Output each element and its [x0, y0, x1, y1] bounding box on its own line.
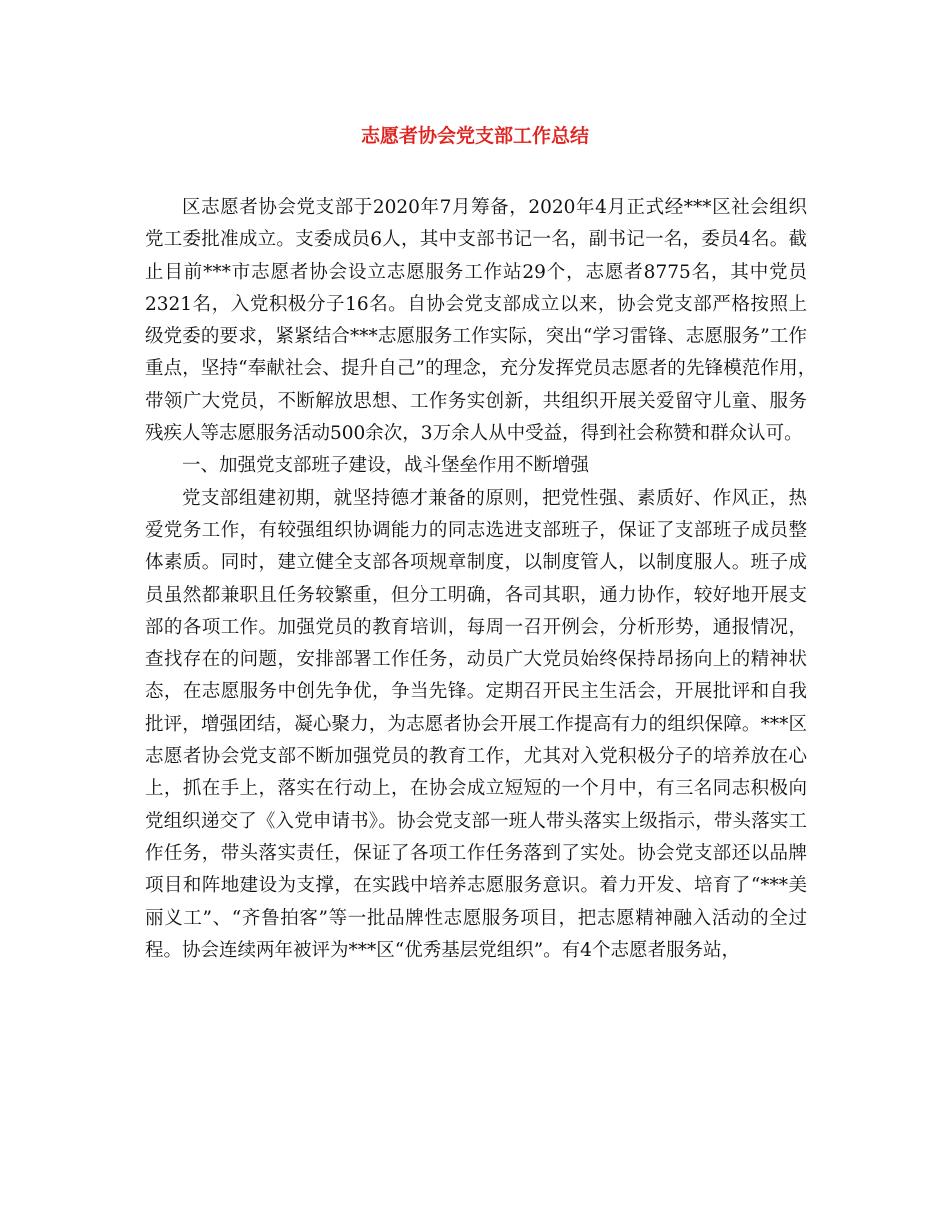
intro-paragraph: 区志愿者协会党支部于2020年7月筹备，2020年4月正式经***区社会组织党工委批准成立。支委成员6人，其中支部书记一名，副书记一名，委员4名。截止目前***市志愿者协会设立志愿服务工作站29个，志愿者8775名，其中党员2321名，入党积极分子16名。自协会党支部成立以来，协会党支部严格按照上级党委的要求，紧紧结合***志愿服务工作实际，突出“学习雷锋、志愿服务”工作重点，坚持“奉献社会、提升自己”的理念，充分发挥党员志愿者的先锋模范作用， 带领广大党员，不断解放思想、工作务实创新，共组织开展关爱留守儿童、服务残疾人等志愿服务活动500余次，3万余人从中受益，得到社会称赞和群众认可。	[145, 197, 826, 445]
section-1-paragraph: 党支部组建初期，就坚持德才兼备的原则，把党性强、素质好、作风正，热爱党务工作，有较强组织协调能力的同志选进支部班子，保证了支部班子成员整体素质。同时，建立健全支部各项规章制度，以制度管人，以制度服人。班子成员虽然都兼职且任务较繁重，但分工明确，各司其职，通力协作，较好地开展支部的各项工作。加强党员的教育培训，每周一召开例会，分析形势，通报情况，查找存在的问题，安排部署工作任务，动员广大党员始终保持昂扬向上的精神状态，在志愿服务中创先争优，争当先锋。定期召开民主生活会，开展批评和自我批评，增强团结，凝心聚力，为志愿者协会开展工作提高有力的组织保障。***区志愿者协会党支部不断加强党员的教育工作，尤其对入党积极分子的培养放在心上，抓在手上，落实在行动上，在协会成立短短的一个月中，有三名同志积极向党组织递交了《入党申请书》。协会党支部一班人带头落实上级指示，带头落实工作任务，带头落实责任，保证了各项工作任务落到了实处。协会党支部还以品牌项目和阵地建设为支撑，在实践中培养志愿服务意识。着力开发、培育了“***美丽义工”、“齐鲁拍客”等一批品牌性志愿服务项目，把志愿精神融入活动的全过程。协会连续两年被评为***区“优秀基层党组织”。有4个志愿者服务站，	[145, 487, 807, 961]
section-heading-1: 一、加强党支部班子建设，战斗堡垒作用不断增强	[182, 455, 590, 477]
document-title: 志愿者协会党支部工作总结	[360, 125, 589, 147]
document-body	[145, 192, 826, 967]
